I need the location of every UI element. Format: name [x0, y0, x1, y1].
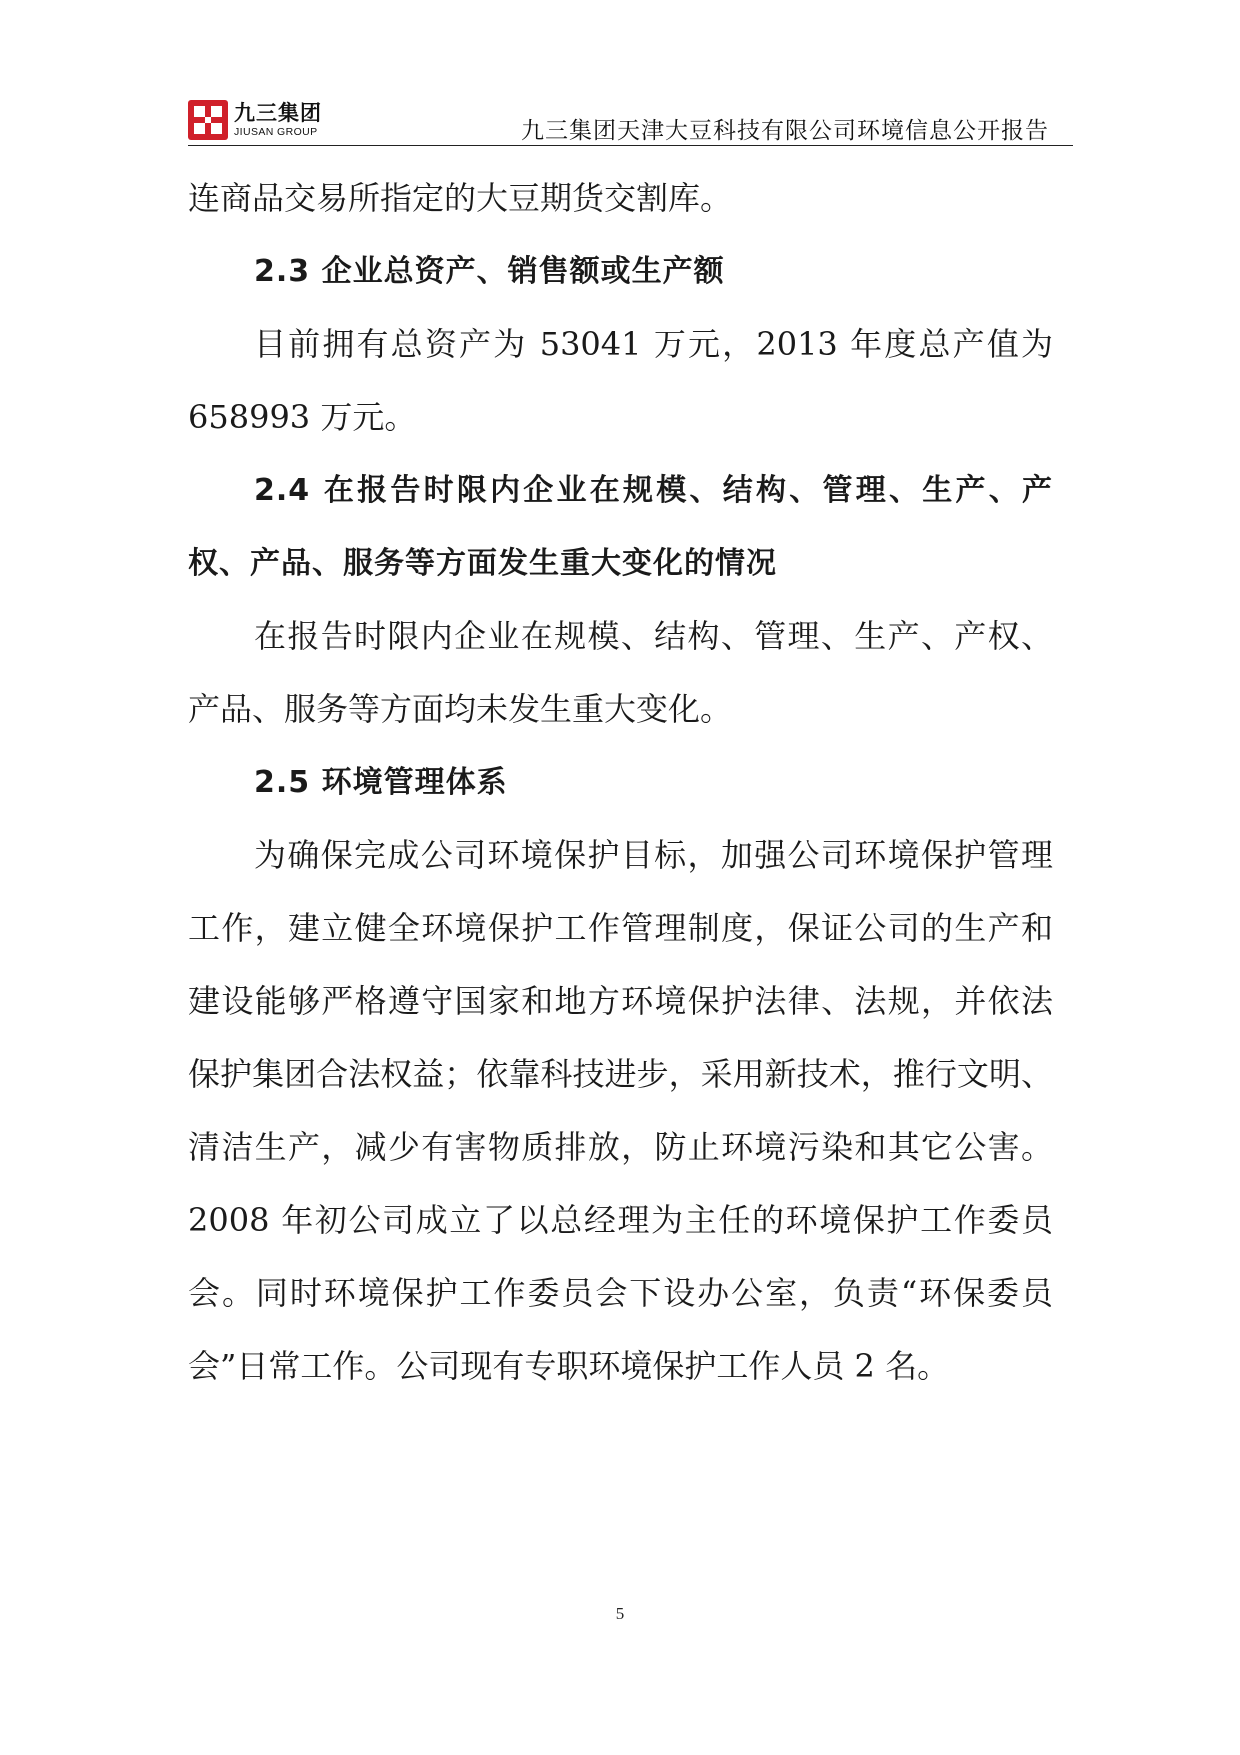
body-line: 保护集团合法权益；依靠科技进步，采用新技术，推行文明、 [188, 1055, 1053, 1093]
jiusan-logo-icon [188, 100, 228, 140]
section-heading-2-4: 2.4 在报告时限内企业在规模、结构、管理、生产、产 [254, 473, 1053, 508]
page-header [188, 96, 1073, 146]
body-line: 658993 万元。 [188, 398, 417, 436]
section-heading-2-4-cont: 权、产品、服务等方面发生重大变化的情况 [188, 546, 777, 581]
document-body [188, 162, 1053, 1403]
body-line: 会”日常工作。公司现有专职环境保护工作人员 2 名。 [188, 1347, 950, 1385]
section-heading-2-3: 2.3 企业总资产、销售额或生产额 [254, 254, 725, 289]
body-line: 在报告时限内企业在规模、结构、管理、生产、产权、 [254, 617, 1053, 655]
body-line: 产品、服务等方面均未发生重大变化。 [188, 690, 733, 728]
body-line: 2008 年初公司成立了以总经理为主任的环境保护工作委员 [188, 1201, 1053, 1239]
report-title: 九三集团天津大豆科技有限公司环境信息公开报告 [521, 118, 1049, 144]
company-logo [188, 100, 322, 140]
header-divider [188, 145, 1073, 146]
section-heading-2-5: 2.5 环境管理体系 [254, 765, 508, 800]
body-line: 建设能够严格遵守国家和地方环境保护法律、法规，并依法 [188, 982, 1053, 1020]
body-line: 为确保完成公司环境保护目标，加强公司环境保护管理 [254, 836, 1053, 874]
body-line: 会。同时环境保护工作委员会下设办公室，负责“环保委员 [188, 1274, 1053, 1312]
body-line: 工作，建立健全环境保护工作管理制度，保证公司的生产和 [188, 909, 1053, 947]
body-line: 清洁生产，减少有害物质排放，防止环境污染和其它公害。 [188, 1128, 1053, 1166]
logo-english-name: JIUSAN GROUP [234, 125, 318, 138]
body-line: 连商品交易所指定的大豆期货交割库。 [188, 179, 733, 217]
page-number: 5 [615, 1604, 625, 1623]
body-line: 目前拥有总资产为 53041 万元，2013 年度总产值为 [254, 325, 1053, 363]
logo-chinese-name: 九三集团 [234, 100, 322, 125]
